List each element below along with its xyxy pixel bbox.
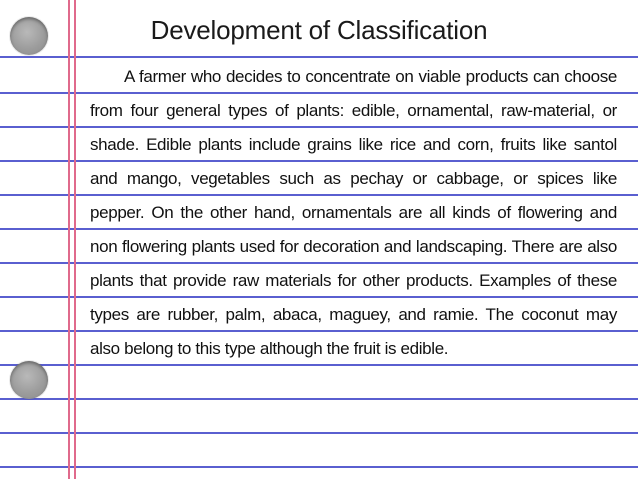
- body-paragraph: A farmer who decides to concentrate on viable products can choose from four general types of plants: edible, ornamental, raw-material, or shade. Edible plants include grains like rice and corn, fruits like santol and mango, vegetables such as pechay or cabbage, or spices like pepper. On the other hand, ornamentals are all kinds of flowering and non flowering plants used for decoration and landscaping. There are also plants that provide raw materials for other products. Examples of these types are rubber, palm, abaca, maguey, and ramie. The coconut may also belong to this type although the fruit is edible.: [90, 67, 617, 358]
- ruled-line: [0, 466, 638, 468]
- ruled-line: [0, 56, 638, 58]
- ruled-line: [0, 432, 638, 434]
- margin-line: [68, 0, 70, 479]
- slide-title: Development of Classification: [150, 15, 488, 45]
- binder-hole: [10, 361, 48, 399]
- ruled-line: [0, 398, 638, 400]
- margin-line: [74, 0, 76, 479]
